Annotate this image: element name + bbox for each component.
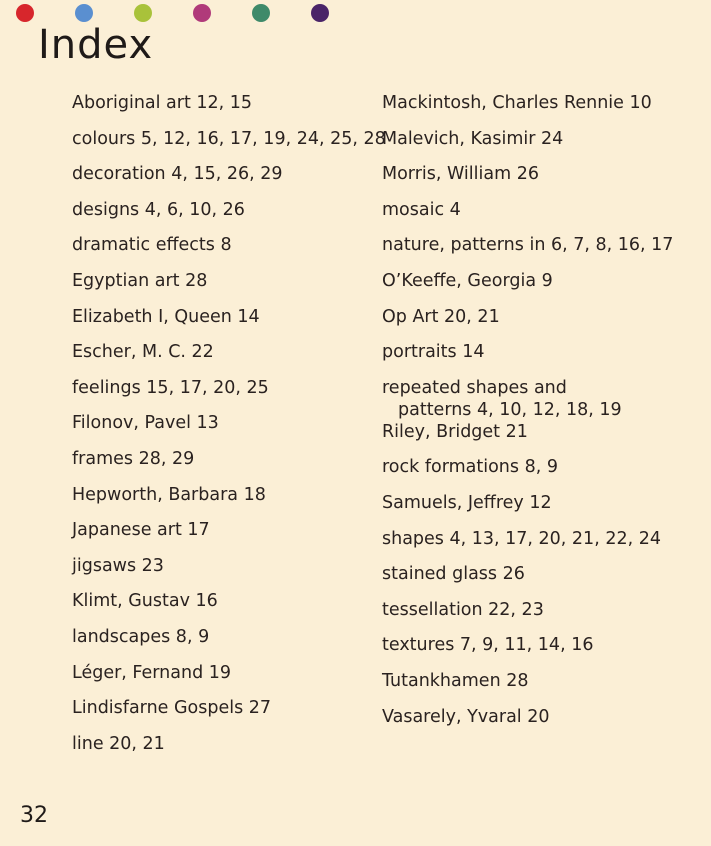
teal-dot-icon	[252, 4, 270, 22]
magenta-dot-icon	[193, 4, 211, 22]
index-entry: Klimt, Gustav 16	[72, 591, 218, 612]
index-entry: O’Keeffe, Georgia 9	[382, 270, 553, 291]
index-entry: Lindisfarne Gospels 27	[72, 698, 272, 719]
index-entry: frames 28, 29	[72, 448, 195, 469]
index-entry: Op Art 20, 21	[382, 306, 500, 327]
green-dot-icon	[134, 4, 152, 22]
index-entry: designs 4, 6, 10, 26	[72, 199, 245, 220]
index-entry: portraits 14	[382, 342, 485, 363]
index-entry: line 20, 21	[72, 733, 165, 754]
index-entry: Vasarely, Yvaral 20	[382, 706, 550, 727]
index-entry: jigsaws 23	[72, 555, 164, 576]
index-entry: decoration 4, 15, 26, 29	[72, 164, 283, 185]
index-entry: Tutankhamen 28	[382, 670, 529, 691]
index-entry: Mackintosh, Charles Rennie 10	[382, 93, 652, 113]
index-entry: Hepworth, Barbara 18	[72, 484, 266, 505]
index-entry: Léger, Fernand 19	[72, 662, 232, 683]
index-entry: nature, patterns in 6, 7, 8, 16, 17	[382, 235, 674, 256]
index-entry: Filonov, Pavel 13	[72, 413, 219, 434]
index-entry: shapes 4, 13, 17, 20, 21, 22, 24	[382, 528, 661, 549]
index-entry: Aboriginal art 12, 15	[72, 93, 253, 113]
index-entry: colours 5, 12, 16, 17, 19, 24, 25, 28	[72, 128, 386, 149]
page-title: Index	[38, 22, 154, 68]
index-entry: Morris, William 26	[382, 164, 539, 185]
index-entry: stained glass 26	[382, 564, 525, 585]
index-entry: Riley, Bridget 21	[382, 421, 528, 442]
index-entry: landscapes 8, 9	[72, 626, 210, 647]
index-entry: Egyptian art 28	[72, 270, 208, 291]
index-column-right	[382, 92, 702, 741]
index-entry: tessellation 22, 23	[382, 599, 544, 620]
index-entry: mosaic 4	[382, 199, 461, 220]
color-dots-row	[0, 4, 711, 24]
index-entry: Japanese art 17	[72, 520, 210, 541]
index-entry: dramatic effects 8	[72, 235, 232, 256]
blue-dot-icon	[75, 4, 93, 22]
index-entry-line: repeated shapes and	[382, 377, 567, 398]
index-entry-multiline	[382, 377, 702, 421]
red-dot-icon	[16, 4, 34, 22]
index-entry-continuation: patterns 4, 10, 12, 18, 19	[398, 399, 622, 420]
index-entry: Malevich, Kasimir 24	[382, 128, 564, 149]
index-column-left	[72, 92, 386, 768]
index-entry: Samuels, Jeffrey 12	[382, 492, 552, 513]
purple-dot-icon	[311, 4, 329, 22]
index-entry: rock formations 8, 9	[382, 457, 558, 478]
index-entry: textures 7, 9, 11, 14, 16	[382, 635, 594, 656]
page-number: 32	[20, 803, 48, 828]
index-entry: feelings 15, 17, 20, 25	[72, 377, 269, 398]
index-entry: Escher, M. C. 22	[72, 342, 214, 363]
index-entry: Elizabeth I, Queen 14	[72, 306, 260, 327]
